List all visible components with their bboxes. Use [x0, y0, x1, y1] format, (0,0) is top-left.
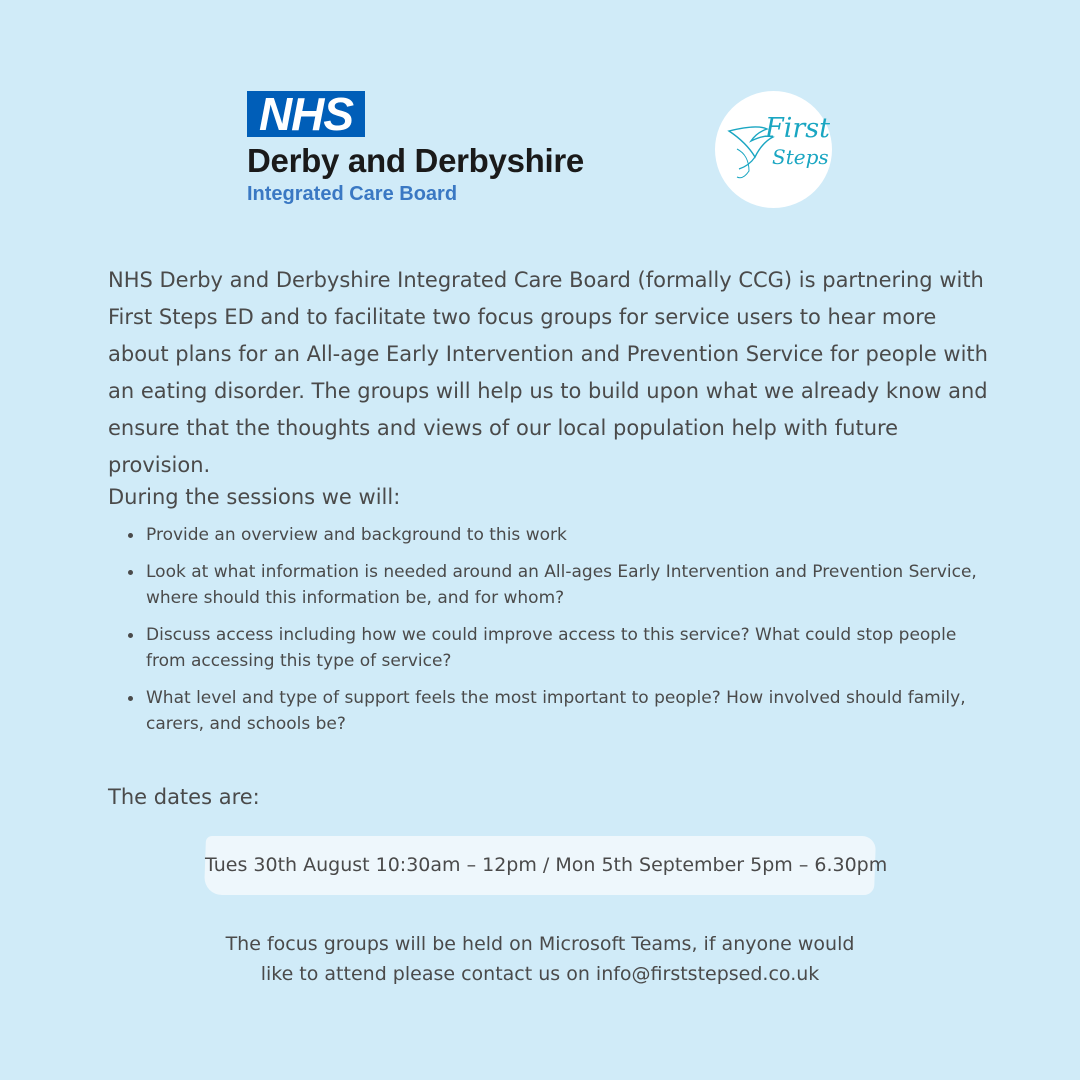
sessions-list: [108, 522, 988, 748]
org-subtitle: Integrated Care Board: [247, 183, 458, 205]
list-item: Discuss access including how we could improve access to this service? What could stop people from accessing this type of service?: [108, 622, 988, 674]
footer-contact: [160, 929, 920, 989]
list-item: Look at what information is needed around an All-ages Early Intervention and Prevention Service, where should this information be, and for whom?: [108, 559, 988, 611]
logo-word-steps: Steps: [772, 145, 829, 169]
dates-text: Tues 30th August 10:30am – 12pm / Mon 5th September 5pm – 6.30pm: [205, 854, 888, 876]
footer-line-2: like to attend please contact us on info@firststepsed.co.uk: [260, 963, 820, 985]
footer-line-1: The focus groups will be held on Microsoft Teams, if anyone would: [225, 933, 855, 955]
org-name: Derby and Derbyshire: [247, 142, 584, 179]
list-item: Provide an overview and background to this work: [108, 522, 988, 548]
logo-word-first: First: [765, 113, 830, 144]
first-steps-logo: [715, 91, 832, 208]
list-item: What level and type of support feels the most important to people? How involved should family, carers, and schools be?: [108, 685, 988, 737]
sessions-heading: During the sessions we will:: [108, 485, 401, 509]
intro-paragraph: NHS Derby and Derbyshire Integrated Care Board (formally CCG) is partnering with First Steps ED and to facilitate two focus groups for service users to hear more about plans for an All-age Early Intervention and Prevention Service for people with an eating disorder. The groups will help us to build upon what we already know and ensure that the thoughts and views of our local population help with future provision.: [108, 268, 988, 477]
dates-heading: The dates are:: [108, 785, 260, 809]
nhs-badge: NHS: [247, 91, 365, 137]
